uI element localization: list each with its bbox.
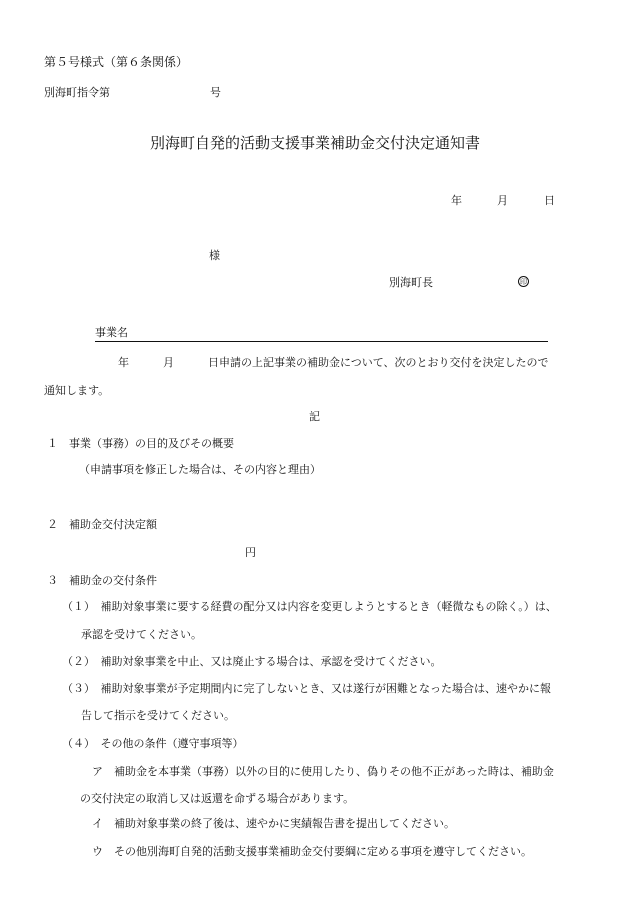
document-title: 別海町自発的活動支援事業補助金交付決定通知書 (149, 134, 480, 152)
project-name-label: 事業名 (95, 326, 128, 339)
section-2-heading: ２ 補助金交付決定額 (47, 518, 157, 531)
form-number: 第５号様式（第６条関係） (44, 55, 189, 69)
condition-3-line2: 告して指示を受けてください。 (81, 709, 235, 722)
condition-4a-line1: ア 補助金を本事業（事務）以外の目的に使用したり、偽りその他不正があった時は、補助金 (92, 765, 554, 778)
reference-suffix: 号 (210, 86, 221, 99)
date-month-label: 月 (497, 194, 508, 207)
ki-heading: 記 (309, 410, 320, 423)
condition-2: （２） 補助対象事業を中止、又は廃止する場合は、承認を受けてください。 (62, 655, 442, 668)
section-3-heading: ３ 補助金の交付条件 (47, 574, 157, 587)
condition-4c: ウ その他別海町自発的活動支援事業補助金交付要綱に定める事項を遵守してください。 (92, 845, 532, 858)
issuer-name: 別海町長 (389, 276, 433, 289)
body-text-line2: 通知します。 (44, 384, 110, 397)
condition-4-heading: （４） その他の条件（遵守事項等） (62, 737, 244, 750)
section-1-heading: １ 事業（事務）の目的及びその概要 (47, 437, 234, 450)
amount-yen-label: 円 (245, 546, 256, 559)
condition-4b: イ 補助対象事業の終了後は、速やかに実績報告書を提出してください。 (92, 817, 455, 830)
date-day-label: 日 (544, 194, 555, 207)
date-year-label: 年 (451, 194, 462, 207)
seal-icon: 印 (520, 278, 527, 286)
condition-3-line1: （３） 補助対象事業が予定期間内に完了しないとき、又は遂行が困難となった場合は、速やかに報 (62, 682, 552, 695)
body-year-label: 年 (118, 356, 129, 369)
body-text-line1: 日申請の上記事業の補助金について、次のとおり交付を決定したので (208, 356, 549, 369)
condition-1-line2: 承認を受けてください。 (81, 628, 202, 641)
reference-prefix: 別海町指令第 (44, 86, 110, 99)
addressee-honorific: 様 (209, 249, 220, 262)
project-name-underline (95, 341, 548, 342)
section-1-note: （申請事項を修正した場合は、その内容と理由） (79, 463, 321, 476)
condition-4a-line2: の交付決定の取消し又は返還を命ずる場合があります。 (80, 792, 355, 805)
condition-1-line1: （１） 補助対象事業に要する経費の配分又は内容を変更しようとするとき（軽微なもの除く。）は、 (62, 600, 557, 613)
body-month-label: 月 (163, 356, 174, 369)
